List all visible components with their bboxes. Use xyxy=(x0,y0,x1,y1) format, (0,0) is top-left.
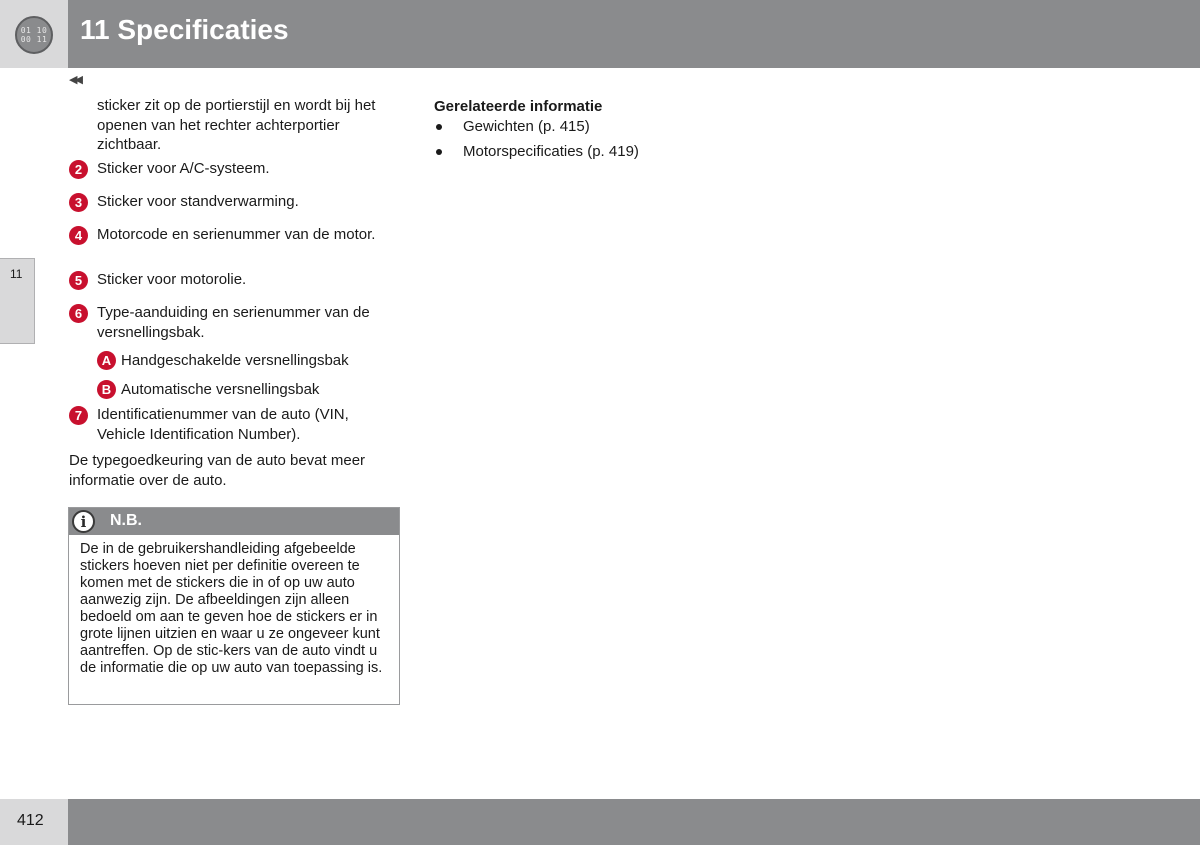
sub-list-item-text: Handgeschakelde versnellingsbak xyxy=(121,352,349,369)
page-footer xyxy=(0,799,1200,845)
number-badge-icon: 7 xyxy=(69,406,88,425)
related-link[interactable]: Gewichten (p. 415) xyxy=(463,118,590,135)
previous-page-icon[interactable]: ◀◀ xyxy=(69,74,80,86)
chapter-header xyxy=(0,0,1200,68)
chapter-tab xyxy=(0,0,68,68)
list-item-text: Sticker voor motorolie. xyxy=(97,271,247,288)
related-info-title: Gerelateerde informatie xyxy=(434,98,603,115)
related-info-section xyxy=(434,97,834,160)
related-link[interactable]: Motorspecificaties (p. 419) xyxy=(463,143,639,160)
side-chapter-label: 11 xyxy=(10,267,23,281)
bullet-icon xyxy=(436,124,442,130)
list-item-text: Type-aanduiding en serienummer van de versnellingsbak. xyxy=(97,304,370,341)
number-badge-icon: 5 xyxy=(69,271,88,290)
sub-list-item-text: Automatische versnellingsbak xyxy=(121,381,320,398)
page-number: 412 xyxy=(17,812,44,829)
list-item-text: Sticker voor A/C-systeem. xyxy=(97,160,270,177)
list-item-text: Motorcode en serienummer van de motor. xyxy=(97,226,376,243)
page-number-tab xyxy=(0,799,68,845)
note-header xyxy=(69,508,399,535)
side-chapter-tab[interactable] xyxy=(0,258,35,344)
chapter-icon-line2: 00 11 xyxy=(20,35,48,44)
note-title: N.B. xyxy=(110,512,142,529)
chapter-icon xyxy=(15,16,53,54)
note-box xyxy=(68,507,400,705)
closing-paragraph: De typegoedkeuring van de auto bevat meer informatie over de auto. xyxy=(69,452,366,489)
number-badge-icon: 2 xyxy=(69,160,88,179)
note-body: De in de gebruikershandleiding afgebeelde stickers hoeven niet per definitie overeen te komen met de stickers die in of op uw auto aanwezig zijn. De afbeeldingen zijn alleen bedoeld om aan te geven hoe de stickers er in grote lijnen uitzien en waar u ze ongeveer kunt aantreffen. Op de stic-kers van de auto vindt u de informatie die op uw auto van toepassing is. xyxy=(80,541,383,676)
continued-text: sticker zit op de portierstijl en wordt bij het openen van het rechter achterportier zichtbaar. xyxy=(97,97,376,153)
chapter-icon-line1: 01 10 xyxy=(20,26,48,35)
list-item-text: Identificatienummer van de auto (VIN, Vehicle Identification Number). xyxy=(97,406,349,443)
letter-badge-icon: B xyxy=(97,380,116,399)
bullet-icon xyxy=(436,149,442,155)
page-title: 11 Specificaties xyxy=(80,14,289,45)
number-badge-icon: 6 xyxy=(69,304,88,323)
letter-badge-icon: A xyxy=(97,351,116,370)
number-badge-icon: 3 xyxy=(69,193,88,212)
list-item-text: Sticker voor standverwarming. xyxy=(97,193,299,210)
info-icon: i xyxy=(72,510,95,533)
number-badge-icon: 4 xyxy=(69,226,88,245)
